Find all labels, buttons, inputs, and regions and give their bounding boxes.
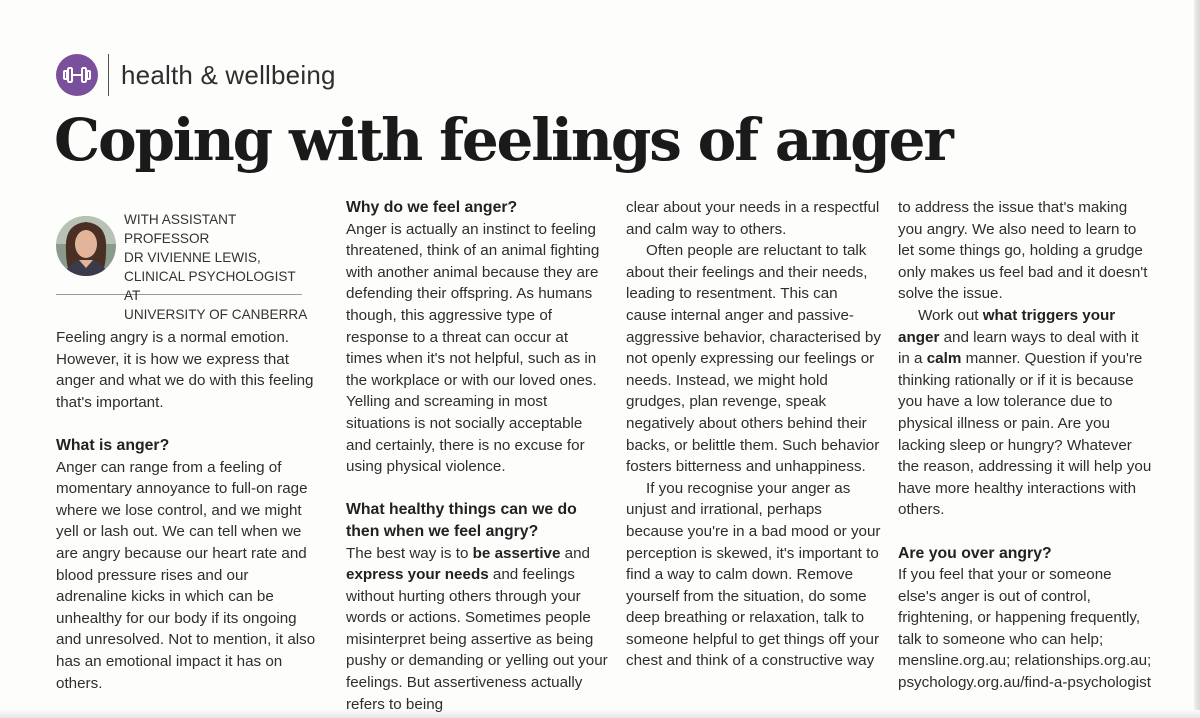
subheading-why-anger: Why do we feel anger?: [346, 199, 518, 216]
byline: [56, 210, 308, 322]
paragraph: to address the issue that's making you angry. We also need to learn to let some things go, holding a grudge only makes us feel bad and it doesn't solve the issue.: [898, 199, 1148, 303]
column-2: [346, 197, 608, 715]
paragraph: If you feel that your or someone else's anger is out of control, frightening, or happening frequently, talk to someone who can help; mensline.org.au; relationships.org.au; psychology.org.au/find-a-psychologist: [898, 566, 1152, 692]
emphasis: what triggers your anger: [898, 306, 1116, 346]
paragraph: Anger can range from a feeling of momentary annoyance to full-on rage where we lose control, and we might yell or lash out. We can tell when we are angry because our heart rate and blood pressure rises and our adrenaline kicks in which can be unhealthy for our body if its ongoing and unresolved. Not to mention, it also has an emotional impact it has on others.: [56, 458, 316, 692]
paragraph: Often people are reluctant to talk about their feelings and their needs, leading to resentment. This can cause internal anger and passive-aggressive behavior, characterised by not openly expressing our feelings or needs. Instead, we might hold grudges, plan revenge, speak negatively about others behind their backs, or belittle them. Such behavior fosters bitterness and unhappiness.: [626, 242, 881, 476]
section-divider: [108, 54, 109, 96]
emphasis: calm: [926, 350, 962, 368]
section-header: [56, 54, 336, 96]
author-avatar: [56, 216, 116, 276]
paragraph: Work out what triggers your anger and learn ways to deal with it in a calm manner. Question if you're thinking rationally or if it is because you have a low tolerance due to physical illness or pain. Are you lacking sleep or hungry? Whatever the reason, addressing it will help you have more healthy interactions with others.: [898, 306, 1152, 519]
byline-line: UNIVERSITY OF CANBERRA: [124, 307, 308, 322]
page-edge-shadow: [1194, 0, 1200, 718]
subheading-healthy-things: What healthy things can we do then when we feel angry?: [346, 501, 577, 540]
emphasis: be assertive: [472, 544, 561, 562]
column-3: [626, 197, 882, 672]
byline-line: WITH ASSISTANT PROFESSOR: [124, 212, 237, 246]
paragraph: The best way is to be assertive and express your needs and feelings without hurting others through your words or actions. Sometimes people misinterpret being assertive as being pushy or demanding or yelling out your feelings. But assertiveness actually refers to being: [346, 544, 608, 713]
emphasis: express your needs: [346, 566, 489, 584]
intro-paragraph: Feeling angry is a normal emotion. However, it is how we express that anger and what we do with this feeling that's important.: [56, 329, 314, 411]
column-1: [56, 327, 318, 694]
subheading-over-angry: Are you over angry?: [898, 544, 1052, 562]
section-label: health & wellbeing: [121, 59, 336, 90]
column-4: [898, 197, 1154, 694]
paragraph: Anger is actually an instinct to feeling threatened, think of an animal fighting with another animal because they are defending their offspring. As humans though, this aggressive type of response to a threat can occur at times when it's not helpful, such as in the workplace or with our loved ones. Yelling and screaming in most situations is not socially acceptable and certainly, there is no excuse for using physical violence.: [346, 220, 600, 476]
byline-line: DR VIVIENNE LEWIS,: [124, 250, 261, 265]
dumbbell-icon: [56, 54, 98, 96]
paragraph: If you recognise your anger as unjust and irrational, perhaps because you're in a bad mood or your perception is skewed, it's important to find a way to calm down. Remove yourself from the situation, do some deep breathing or relaxation, talk to someone helpful to get things off your chest and think of a constructive way: [626, 479, 881, 670]
paragraph: clear about your needs in a respectful and calm way to others.: [626, 199, 880, 238]
byline-text: [124, 210, 310, 324]
byline-line: CLINICAL PSYCHOLOGIST AT: [124, 269, 296, 303]
headline: Coping with feelings of anger: [54, 106, 952, 174]
subheading-what-is-anger: What is anger?: [56, 436, 170, 454]
